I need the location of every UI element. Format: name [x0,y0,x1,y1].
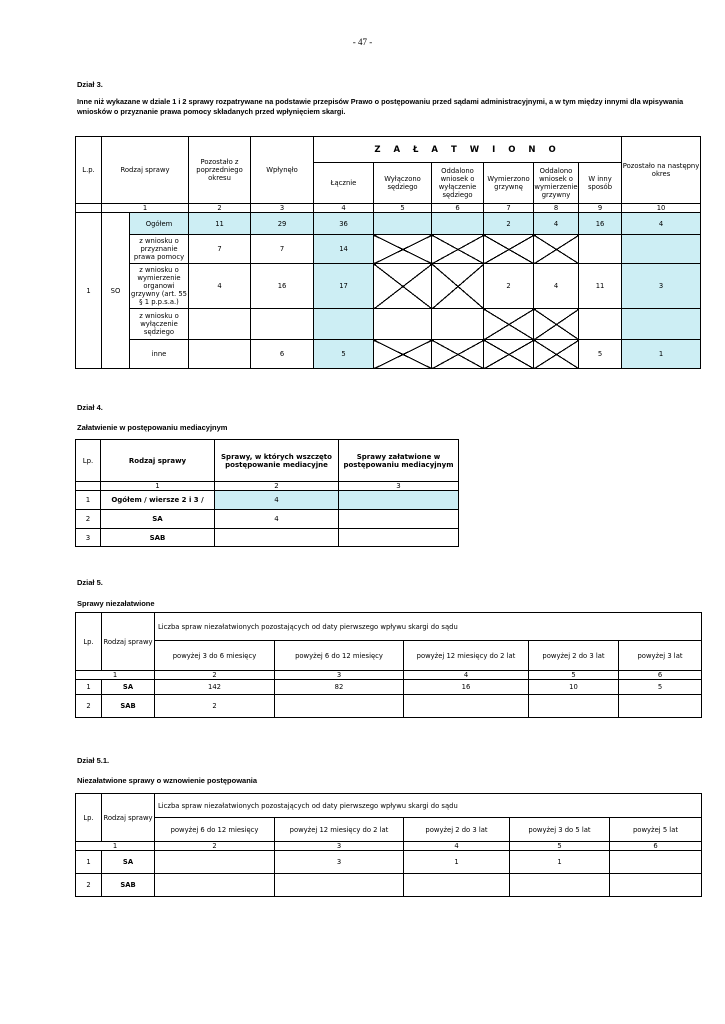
cell [251,309,314,340]
crossed-cell [374,235,432,264]
col-number: 1 [76,842,155,851]
section-5-subheading: Sprawy niezałatwione [77,599,155,608]
cell: 1 [622,340,701,369]
table-row [76,851,702,874]
cell: 16 [404,680,529,695]
cell: 2 [155,695,275,718]
section-3-intro: Inne niż wykazane w dziale 1 i 2 sprawy rozpatrywane na podstawie przepisów Prawo o postępowaniu przed sądami administracyjnymi, a w tym między innymi dla wpisywania wniosków o przyznanie prawa pomocy składanych przed wpłynięciem skargi. [77,97,684,116]
crossed-cell [484,235,534,264]
col-number: 3 [275,842,404,851]
section-5-1-heading: Dział 5.1. [77,756,110,765]
col-number: 3 [339,482,459,491]
cell [275,874,404,897]
header-period: powyżej 6 do 12 miesięcy [155,818,275,842]
header-period: powyżej 6 do 12 miesięcy [275,641,404,671]
table-section-4 [75,439,459,547]
cell [314,309,374,340]
crossed-cell [432,340,484,369]
cell [579,309,622,340]
cell [189,340,251,369]
cell: 3 [275,851,404,874]
crossed-cell [374,340,432,369]
header-rodzaj: Rodzaj sprawy [102,137,189,204]
cell [155,874,275,897]
cell: 36 [314,213,374,235]
col-number: 5 [374,204,432,213]
header-wplynelo: Wpłynęło [251,137,314,204]
col-number: 2 [215,482,339,491]
header-period: powyżej 2 do 3 lat [404,818,510,842]
cell: 11 [579,264,622,309]
col-number: 1 [101,482,215,491]
header-wylaczono: Wyłączono sędziego [374,163,432,204]
crossed-cell [534,340,579,369]
header-pozostalo-z: Pozostało z poprzedniego okresu [189,137,251,204]
header-period: powyżej 12 miesięcy do 2 lat [404,641,529,671]
table-row [76,491,459,510]
cell: 17 [314,264,374,309]
header-lp: L.p. [76,137,102,204]
crossed-cell [484,309,534,340]
col-number: 3 [251,204,314,213]
cell: 3 [622,264,701,309]
header-oddalono-grzywna: Oddalono wniosek o wymierzenie grzywny [534,163,579,204]
header-period: powyżej 2 do 3 lat [529,641,619,671]
cell [404,695,529,718]
col-number: 3 [275,671,404,680]
header-zalatwiono: Z A Ł A T W I O N O [314,137,622,163]
table-section-3 [75,136,701,369]
cell [275,695,404,718]
col-number: 5 [510,842,610,851]
cell: 4 [534,213,579,235]
cell [339,491,459,510]
cell [579,235,622,264]
cell: 5 [619,680,702,695]
cell: 4 [189,264,251,309]
cell [155,851,275,874]
cell: 1 [404,851,510,874]
table-row [76,874,702,897]
crossed-cell [534,309,579,340]
row-label: SAB [102,695,155,718]
cell: 16 [251,264,314,309]
crossed-cell [534,235,579,264]
row-lp: 2 [76,874,102,897]
col-number: 5 [529,671,619,680]
cell [374,309,432,340]
cell: 5 [579,340,622,369]
row-label: inne [130,340,189,369]
cell [622,309,701,340]
row-lp: 1 [76,851,102,874]
cell: 7 [189,235,251,264]
table-row [76,529,459,547]
header-period: powyżej 3 lat [619,641,702,671]
row-label: z wniosku o wymierzenie organowi grzywny (art. 55 § 1 p.p.s.a.) [130,264,189,309]
header-pozostalo-na: Pozostało na następny okres [622,137,701,204]
crossed-cell [484,340,534,369]
cell: 2 [484,264,534,309]
cell: 10 [529,680,619,695]
col-number: 6 [619,671,702,680]
col-number: 6 [610,842,702,851]
cell: 29 [251,213,314,235]
table-row [76,680,702,695]
cell: 142 [155,680,275,695]
table-row [76,213,701,235]
row-label: SA [101,510,215,529]
col-number: 2 [189,204,251,213]
row-label: z wniosku o przyznanie prawa pomocy [130,235,189,264]
cell: 4 [534,264,579,309]
row-lp: 3 [76,529,101,547]
crossed-cell [432,264,484,309]
col-number: 6 [432,204,484,213]
col-number: 1 [76,671,155,680]
cell [189,309,251,340]
cell [619,695,702,718]
cell: 5 [314,340,374,369]
header-rodzaj: Rodzaj sprawy [101,440,215,482]
header-rodzaj: Rodzaj sprawy [102,794,155,842]
crossed-cell [432,235,484,264]
header-lp: Lp. [76,440,101,482]
row-lp: 2 [76,695,102,718]
col-number: 10 [622,204,701,213]
cell: 1 [510,851,610,874]
table-row [76,235,701,264]
row-label: z wniosku o wyłączenie sędziego [130,309,189,340]
table-section-5 [75,612,702,718]
col-number: 9 [579,204,622,213]
section-5-heading: Dział 5. [77,578,103,587]
table-row [76,340,701,369]
cell [339,529,459,547]
cell [610,874,702,897]
row-lp: 1 [76,491,101,510]
cell: 14 [314,235,374,264]
col-number: 8 [534,204,579,213]
cell [374,213,432,235]
table-row [76,264,701,309]
section-3-heading: Dział 3. [77,80,103,89]
col-number: 2 [155,671,275,680]
header-zalatwione: Sprawy załatwione w postępowaniu mediacyjnym [339,440,459,482]
cell: 16 [579,213,622,235]
header-liczba: Liczba spraw niezałatwionych pozostających od daty pierwszego wpływu skargi do sądu [155,613,702,641]
header-rodzaj: Rodzaj sprawy [102,613,155,671]
row-label: Ogółem / wiersze 2 i 3 / [101,491,215,510]
row-lp: 2 [76,510,101,529]
section-4-heading: Dział 4. [77,403,103,412]
cell: 82 [275,680,404,695]
section-5-1-subheading: Niezałatwione sprawy o wznowienie postępowania [77,776,258,785]
cell [215,529,339,547]
row-label: Ogółem [130,213,189,235]
cell: 4 [215,491,339,510]
col-number: 4 [404,842,510,851]
cell: 11 [189,213,251,235]
table-section-5-1 [75,793,702,897]
col-number: 4 [404,671,529,680]
header-lacznie: Łącznie [314,163,374,204]
header-period: powyżej 12 miesięcy do 2 lat [275,818,404,842]
row-so: SO [102,213,130,369]
col-number: 7 [484,204,534,213]
header-period: powyżej 3 do 6 miesięcy [155,641,275,671]
cell [622,235,701,264]
section-4-subheading: Załatwienie w postępowaniu mediacyjnym [77,423,228,432]
col-number: 2 [155,842,275,851]
page-number: - 47 - [352,37,373,47]
cell [339,510,459,529]
table-row [76,695,702,718]
header-lp: Lp. [76,794,102,842]
row-lp: 1 [76,680,102,695]
col-number: 1 [102,204,189,213]
crossed-cell [374,264,432,309]
header-period: powyżej 5 lat [610,818,702,842]
row-label: SAB [102,874,155,897]
cell: 4 [622,213,701,235]
cell [432,213,484,235]
table-row [76,510,459,529]
cell: 4 [215,510,339,529]
header-wszczeto: Sprawy, w których wszczęto postępowanie mediacyjne [215,440,339,482]
row-label: SA [102,680,155,695]
cell: 6 [251,340,314,369]
cell: 7 [251,235,314,264]
cell [404,874,510,897]
row-label: SAB [101,529,215,547]
header-wymierzono: Wymierzono grzywnę [484,163,534,204]
table-row [76,309,701,340]
row-lp: 1 [76,213,102,369]
header-lp: Lp. [76,613,102,671]
cell [432,309,484,340]
cell [610,851,702,874]
header-w-inny-sposob: W inny sposób [579,163,622,204]
header-period: powyżej 3 do 5 lat [510,818,610,842]
cell [510,874,610,897]
col-number: 4 [314,204,374,213]
header-oddalono-wylaczenie: Oddalono wniosek o wyłączenie sędziego [432,163,484,204]
row-label: SA [102,851,155,874]
cell: 2 [484,213,534,235]
cell [529,695,619,718]
header-liczba: Liczba spraw niezałatwionych pozostających od daty pierwszego wpływu skargi do sądu [155,794,702,818]
